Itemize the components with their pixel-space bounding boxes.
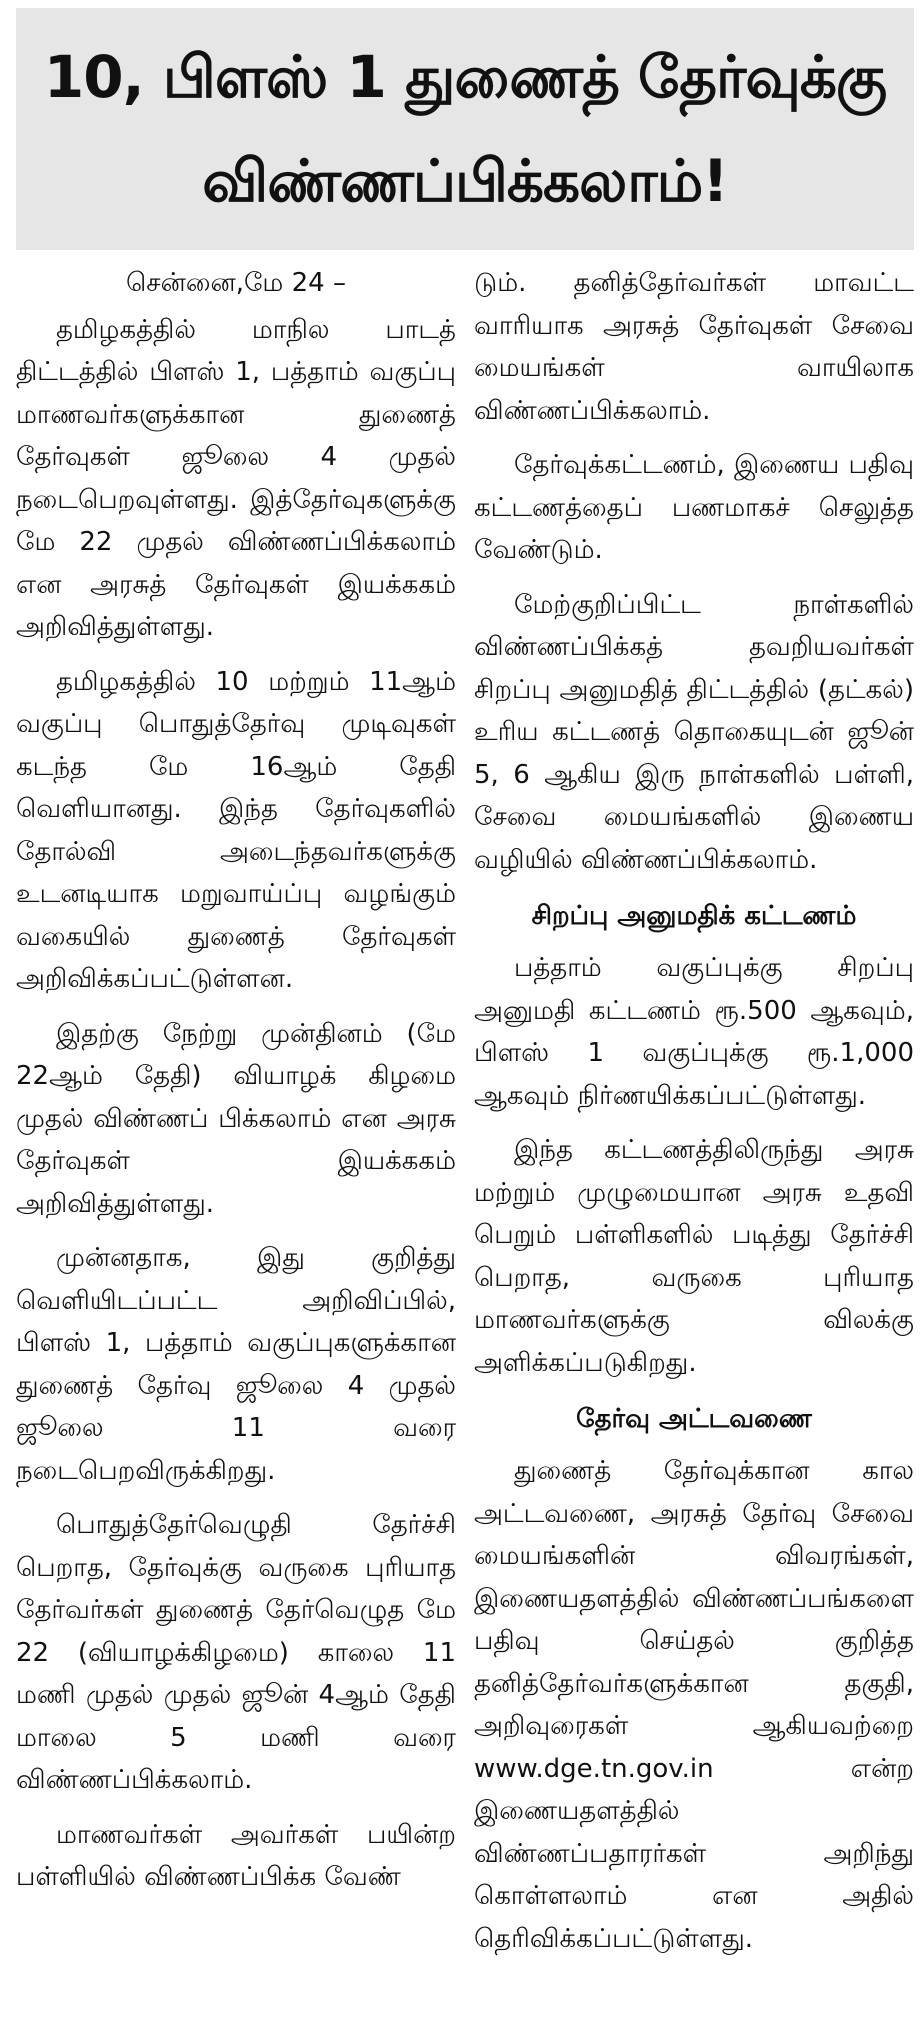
paragraph: தமிழகத்தில் 10 மற்றும் 11ஆம் வகுப்பு பொதுத்தேர்வு முடிவுகள் கடந்த மே 16ஆம் தேதி வெளியானது. இந்த தேர்வுகளில் தோல்வி அடைந்தவர்களுக்கு உடனடியாக மறுவாய்ப்பு வழங்கும் வகையில் துணைத் தேர்வுகள் அறிவிக்கப்பட்டுள்ளன. xyxy=(16,666,456,994)
paragraph: இதற்கு நேற்று முன்தினம் (மே 22ஆம் தேதி) வியாழக் கிழமை முதல் விண்ணப் பிக்கலாம் என அரசு தேர்வுகள் இயக்ககம் அறிவித்துள்ளது. xyxy=(16,1018,456,1219)
paragraph: மாணவர்கள் அவர்கள் பயின்ற பள்ளியில் விண்ணப்பிக்க வேண் xyxy=(16,1819,456,1892)
headline-line-1: 10, பிளஸ் 1 துணைத் தேர்வுக்கு xyxy=(43,43,887,111)
paragraph: பத்தாம் வகுப்புக்கு சிறப்பு அனுமதி கட்டணம் ரூ.500 ஆகவும், பிளஸ் 1 வகுப்புக்கு ரூ.1,000 ஆகவும் நிர்ணயிக்கப்பட்டுள்ளது. xyxy=(474,953,914,1111)
article-column-right xyxy=(474,262,914,2022)
paragraph: முன்னதாக, இது குறித்து வெளியிடப்பட்ட அறிவிப்பில், பிளஸ் 1, பத்தாம் வகுப்புகளுக்கான துணைத் தேர்வு ஜூலை 4 முதல் ஜூலை 11 வரை நடைபெறவிருக்கிறது. xyxy=(16,1243,456,1486)
article-column-left xyxy=(16,262,456,2022)
paragraph: துணைத் தேர்வுக்கான கால அட்டவணை, அரசுத் தேர்வு சேவை மையங்களின் விவரங்கள், இணையதளத்தில் விண்ணப்பங்களை பதிவு செய்தல் குறித்த தனித்தேர்வர்களுக்கான தகுதி, அறிவுரைகள் ஆகியவற்றை www.dge.tn.gov.in என்ற இணையதளத்தில் விண்ணப்பதாரர்கள் அறிந்து கொள்ளலாம் என அதில் தெரிவிக்கப்பட்டுள்ளது. xyxy=(474,1456,914,1954)
paragraph: இந்த கட்டணத்திலிருந்து அரசு மற்றும் முழுமையான அரசு உதவி பெறும் பள்ளிகளில் படித்து தேர்ச்சி பெறாத, வருகை புரியாத மாணவர்களுக்கு விலக்கு அளிக்கப்படுகிறது. xyxy=(474,1135,914,1378)
dateline: சென்னை,மே 24 – xyxy=(126,268,346,298)
paragraph: தேர்வுக்கட்டணம், இணைய பதிவு கட்டணத்தைப் பணமாகச் செலுத்த வேண்டும். xyxy=(474,450,914,565)
headline-banner xyxy=(16,8,914,250)
paragraph-continuation: டும். தனித்தேர்வர்கள் மாவட்ட வாரியாக அரசுத் தேர்வுகள் சேவை மையங்கள் வாயிலாக விண்ணப்பிக்கலாம். xyxy=(474,268,914,426)
subheading-exam-schedule: தேர்வு அட்டவணை xyxy=(576,1404,812,1434)
paragraph: தமிழகத்தில் மாநில பாடத் திட்டத்தில் பிளஸ் 1, பத்தாம் வகுப்பு மாணவர்களுக்கான துணைத் தேர்வுகள் ஜூலை 4 முதல் நடைபெறவுள்ளது. இத்தேர்வுகளுக்கு மே 22 முதல் விண்ணப்பிக்கலாம் என அரசுத் தேர்வுகள் இயக்ககம் அறிவித்துள்ளது. xyxy=(16,314,456,642)
paragraph: பொதுத்தேர்வெழுதி தேர்ச்சி பெறாத, தேர்வுக்கு வருகை புரியாத தேர்வர்கள் துணைத் தேர்வெழுத மே 22 (வியாழக்கிழமை) காலை 11 மணி முதல் முதல் ஜூன் 4ஆம் தேதி மாலை 5 மணி வரை விண்ணப்பிக்கலாம். xyxy=(16,1510,456,1795)
paragraph: மேற்குறிப்பிட்ட நாள்களில் விண்ணப்பிக்கத் தவறியவர்கள் சிறப்பு அனுமதித் திட்டத்தில் (தட்கல்) உரிய கட்டணத் தொகையுடன் ஜூன் 5, 6 ஆகிய இரு நாள்களில் பள்ளி, சேவை மையங்களில் இணைய வழியில் விண்ணப்பிக்கலாம். xyxy=(474,589,914,875)
headline-line-2: விண்ணப்பிக்கலாம்! xyxy=(202,147,728,215)
subheading-special-fee: சிறப்பு அனுமதிக் கட்டணம் xyxy=(531,901,857,931)
